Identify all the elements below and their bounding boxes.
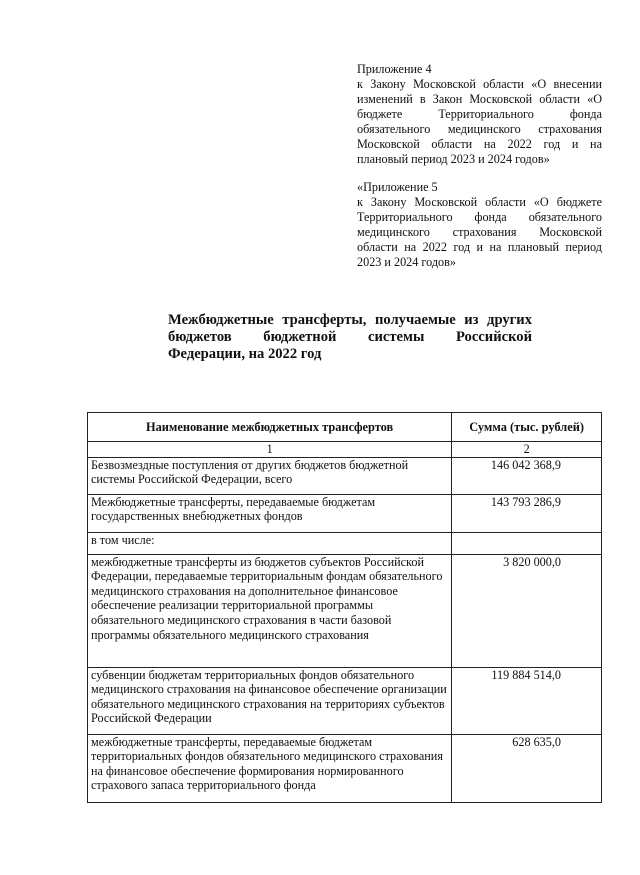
table-row xyxy=(88,554,602,667)
title-line-1: Межбюджетные трансферты, получаемые из других xyxy=(168,312,532,328)
table-index-row xyxy=(88,442,602,458)
index-col-1: 1 xyxy=(88,442,452,458)
row-amount xyxy=(452,532,602,554)
row-name: субвенции бюджетам территориальных фондов обязательного медицинского страхования на финансовое обеспечение организации обязательного медицинского страхования на территориях субъектов Российской Федерации xyxy=(88,667,452,734)
table-row xyxy=(88,532,602,554)
row-name: межбюджетные трансферты из бюджетов субъектов Российской Федерации, передаваемые территориальным фондам обязательного медицинского страхования на дополнительное финансовое обеспечение реализации территориальной программы обязательного медицинского страхования в части базовой программы обязательного медицинского страхования xyxy=(88,554,452,667)
title-line-2: бюджетов бюджетной системы Российской xyxy=(168,329,532,345)
table-header-row xyxy=(88,413,602,442)
index-col-2: 2 xyxy=(452,442,602,458)
annex-5-heading: «Приложение 5 xyxy=(357,180,438,194)
row-name: в том числе: xyxy=(88,532,452,554)
row-amount: 628 635,0 xyxy=(452,734,602,802)
table-row xyxy=(88,734,602,802)
annex-5-block xyxy=(357,180,602,270)
table-row xyxy=(88,494,602,532)
annex-4-block xyxy=(357,62,602,167)
title-line-3: Федерации, на 2022 год xyxy=(168,346,322,362)
row-amount: 146 042 368,9 xyxy=(452,457,602,494)
row-name: Безвозмездные поступления от других бюджетов бюджетной системы Российской Федерации, всего xyxy=(88,457,452,494)
table-row xyxy=(88,667,602,734)
row-amount: 3 820 000,0 xyxy=(452,554,602,667)
header-name: Наименование межбюджетных трансфертов xyxy=(88,413,452,442)
table-row xyxy=(88,457,602,494)
document-title xyxy=(168,312,532,363)
header-amount: Сумма (тыс. рублей) xyxy=(452,413,602,442)
row-amount: 143 793 286,9 xyxy=(452,494,602,532)
annex-5-text: к Закону Московской области «О бюджете Территориального фонда обязательного медицинского страхования Московской области на 2022 год и на плановый период 2023 и 2024 годов» xyxy=(357,195,602,269)
row-name: Межбюджетные трансферты, передаваемые бюджетам государственных внебюджетных фондов xyxy=(88,494,452,532)
row-name: межбюджетные трансферты, передаваемые бюджетам территориальных фондов обязательного медицинского страхования на финансовое обеспечение формирования нормированного страхового запаса территориального фонда xyxy=(88,734,452,802)
row-amount: 119 884 514,0 xyxy=(452,667,602,734)
annex-4-text: к Закону Московской области «О внесении изменений в Закон Московской области «О бюджете Территориального фонда обязательного медицинского страхования Московской области на 2022 год и на плановый период 2023 и 2024 годов» xyxy=(357,77,602,166)
annex-4-heading: Приложение 4 xyxy=(357,62,432,76)
transfers-table xyxy=(87,412,602,803)
